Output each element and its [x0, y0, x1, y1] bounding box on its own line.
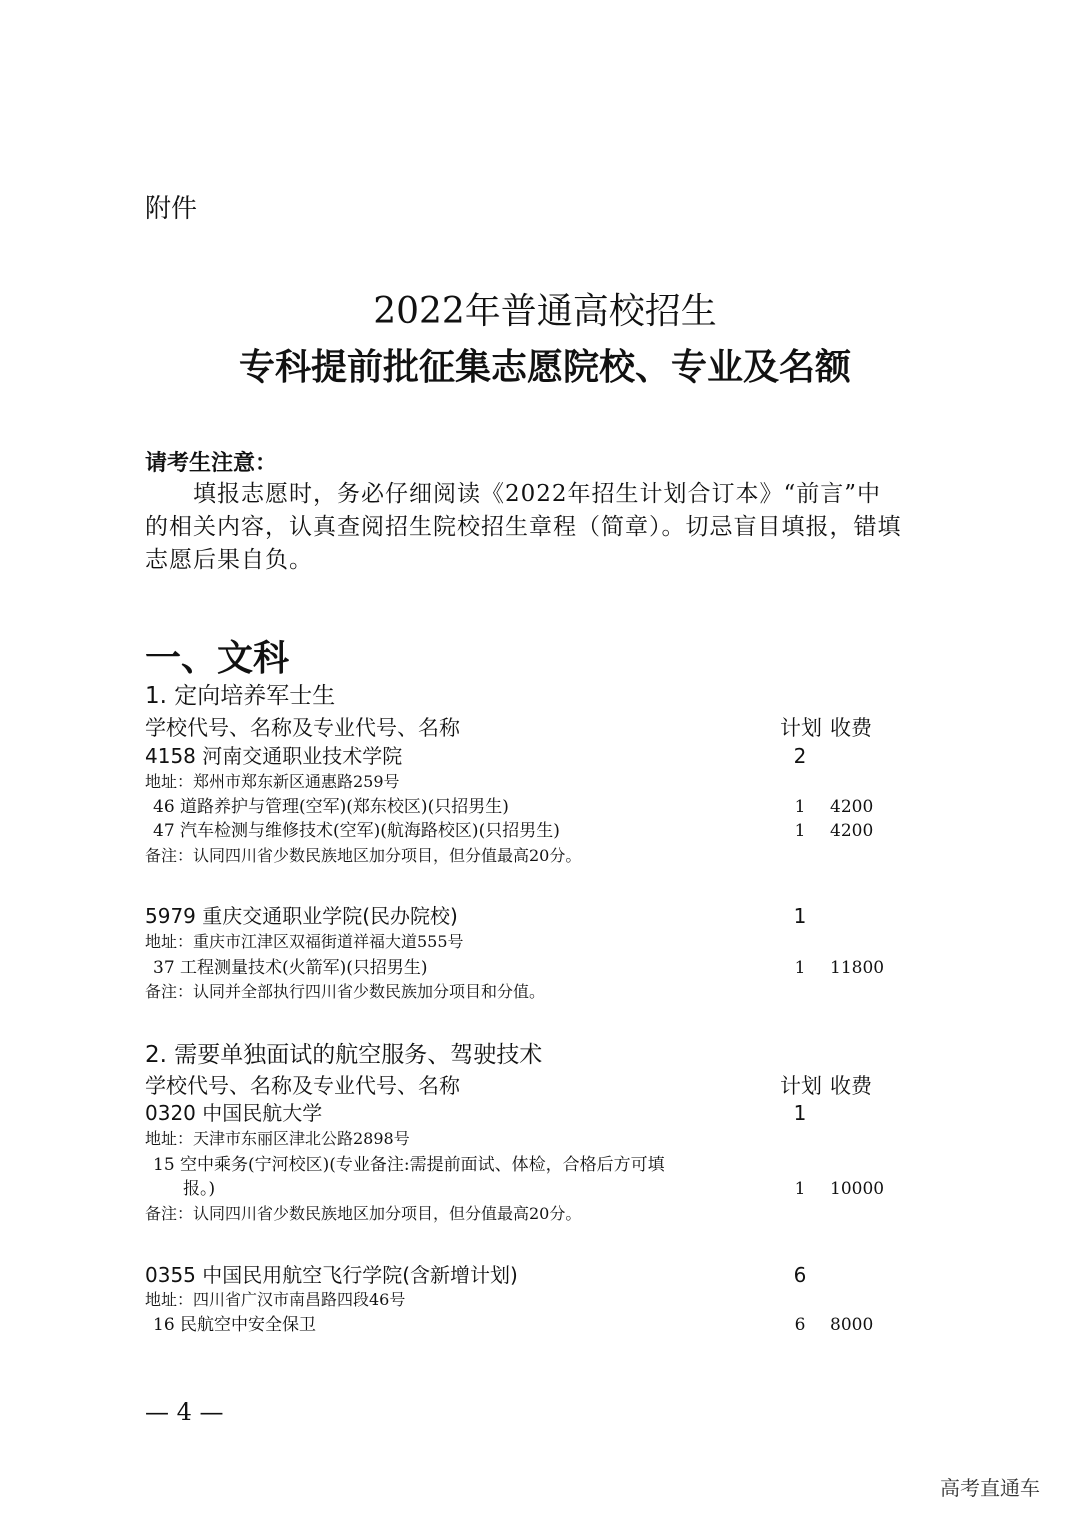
group-title: 2. 需要单独面试的航空服务、驾驶技术	[145, 1042, 543, 1068]
notice-line: 填报志愿时，务必仔细阅读《2022年招生计划合订本》“前言”中	[145, 481, 882, 507]
major-fee: 4200	[830, 821, 874, 841]
notice-line: 志愿后果自负。	[145, 547, 313, 573]
major-name: 37 工程测量技术(火箭军)(只招男生)	[153, 958, 428, 978]
school-name: 4158 河南交通职业技术学院	[145, 744, 403, 768]
major-plan: 6	[794, 1315, 806, 1335]
col-header-name: 学校代号、名称及专业代号、名称	[145, 1074, 460, 1098]
school-note: 备注：认同四川省少数民族地区加分项目，但分值最高20分。	[145, 846, 582, 865]
school-address: 地址：郑州市郑东新区通惠路259号	[145, 772, 400, 791]
page-title-line2: 专科提前批征集志愿院校、专业及名额	[238, 346, 851, 388]
col-header-plan: 计划	[780, 1074, 822, 1098]
page-number: — 4 —	[145, 1398, 224, 1426]
major-name-cont: 报。)	[183, 1179, 216, 1199]
school-address: 地址：天津市东丽区津北公路2898号	[145, 1129, 410, 1148]
notice-line: 的相关内容，认真查阅招生院校招生章程（简章）。切忌盲目填报，错填	[145, 514, 902, 540]
page-title-line1: 2022年普通高校招生	[373, 291, 717, 332]
watermark: 高考直通车	[940, 1476, 1040, 1500]
school-address: 地址：重庆市江津区双福街道祥福大道555号	[145, 932, 464, 951]
major-plan: 1	[794, 1179, 806, 1199]
school-plan: 6	[793, 1263, 807, 1287]
major-plan: 1	[794, 797, 806, 817]
school-plan: 2	[793, 744, 807, 768]
school-note: 备注：认同四川省少数民族地区加分项目，但分值最高20分。	[145, 1204, 582, 1223]
attachment-label: 附件	[145, 194, 198, 224]
major-fee: 4200	[830, 797, 874, 817]
school-name: 0320 中国民航大学	[145, 1101, 323, 1125]
major-name: 15 空中乘务(宁河校区)(专业备注:需提前面试、体检，合格后方可填	[153, 1155, 665, 1175]
school-name: 5979 重庆交通职业学院(民办院校)	[145, 904, 458, 928]
school-address: 地址：四川省广汉市南昌路四段46号	[145, 1290, 406, 1309]
group-title: 1. 定向培养军士生	[145, 683, 336, 709]
major-name: 47 汽车检测与维修技术(空军)(航海路校区)(只招男生)	[153, 821, 560, 841]
major-fee: 11800	[830, 958, 885, 978]
major-plan: 1	[794, 958, 806, 978]
school-name: 0355 中国民用航空飞行学院(含新增计划)	[145, 1263, 518, 1287]
major-name: 46 道路养护与管理(空军)(郑东校区)(只招男生)	[153, 797, 509, 817]
col-header-plan: 计划	[780, 716, 822, 740]
major-name: 16 民航空中安全保卫	[153, 1315, 317, 1335]
school-plan: 1	[793, 904, 807, 928]
major-plan: 1	[794, 821, 806, 841]
major-fee: 8000	[830, 1315, 874, 1335]
school-plan: 1	[793, 1101, 807, 1125]
col-header-name: 学校代号、名称及专业代号、名称	[145, 716, 460, 740]
school-note: 备注：认同并全部执行四川省少数民族加分项目和分值。	[145, 982, 546, 1001]
section-heading: 一、文科	[145, 638, 290, 679]
col-header-fee: 收费	[830, 716, 872, 740]
major-fee: 10000	[830, 1179, 885, 1199]
notice-heading: 请考生注意：	[145, 451, 278, 476]
col-header-fee: 收费	[830, 1074, 872, 1098]
